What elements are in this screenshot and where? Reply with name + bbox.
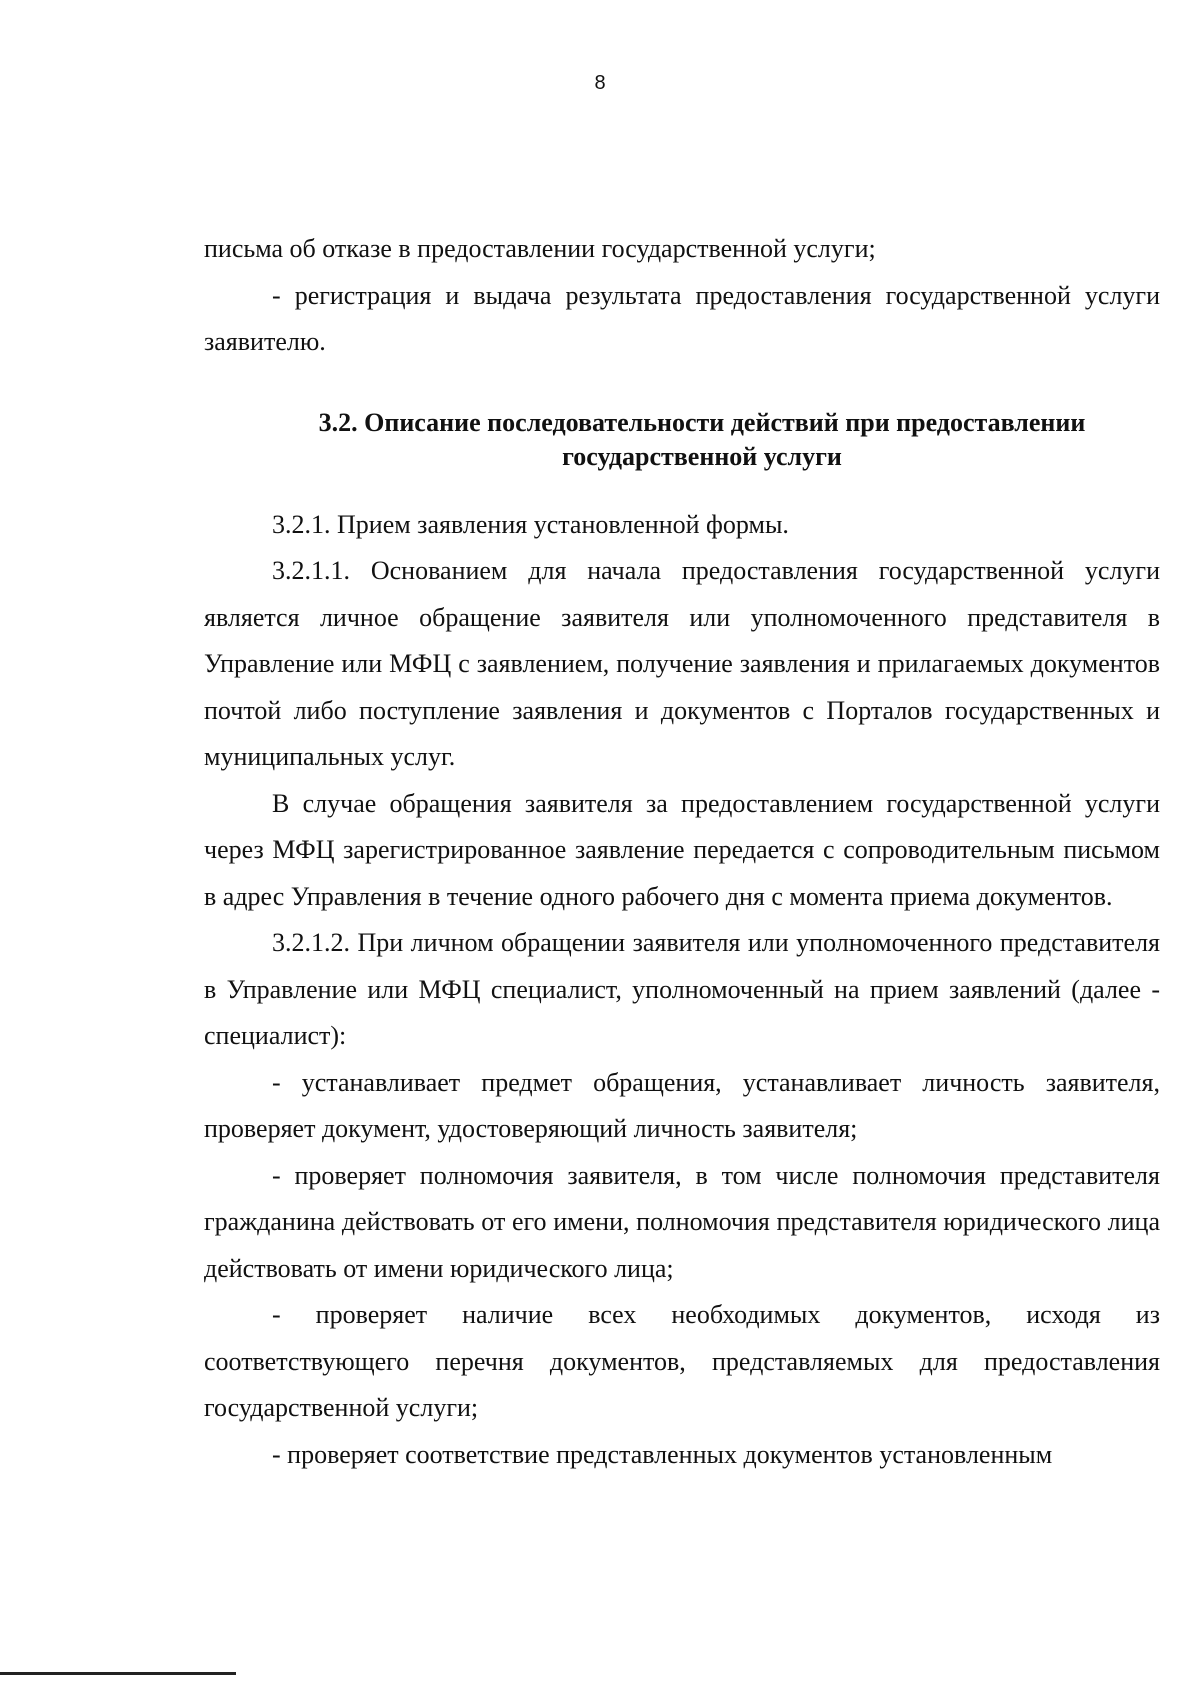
paragraph-3-2-1: 3.2.1. Прием заявления установленной формы.: [272, 509, 789, 539]
list-item-check-conformity: - проверяет соответствие представленных документов установленным: [272, 1439, 1053, 1469]
paragraph-3-2-1-2: 3.2.1.2. При личном обращении заявителя или уполномоченного представителя в Управление или МФЦ специалист, уполномоченный на прием заявлений (далее - специалист):: [204, 928, 1160, 1050]
list-item-check-authority: - проверяет полномочия заявителя, в том числе полномочия представителя гражданина действовать от его имени, полномочия представителя юридического лица действовать от имени юридического лица;: [204, 1160, 1160, 1283]
footnote-rule: [0, 1672, 236, 1675]
section-heading: [204, 406, 1160, 474]
section-heading-line-2: государственной услуги: [562, 441, 842, 471]
list-item-establish-subject: - устанавливает предмет обращения, устанавливает личность заявителя, проверяет документ, удостоверяющий личность заявителя;: [204, 1067, 1160, 1143]
page-number: 8: [594, 72, 606, 94]
paragraph-mfc-case: В случае обращения заявителя за предоставлением государственной услуги через МФЦ зарегистрированное заявление передается с сопроводительным письмом в адрес Управления в течение одного рабочего дня с момента приема документов.: [204, 788, 1160, 911]
paragraph-3-2-1-1: 3.2.1.1. Основанием для начала предоставления государственной услуги является личное обращение заявителя или уполномоченного представителя в Управление или МФЦ с заявлением, получение заявления и прилагаемых документов почтой либо поступление заявления и документов с Порталов государственных и муниципальных услуг.: [204, 556, 1160, 771]
list-item-check-documents: - проверяет наличие всех необходимых документов, исходя из соответствующего перечня документов, представляемых для предоставления государственной услуги;: [204, 1300, 1160, 1422]
paragraph-letter-refusal: письма об отказе в предоставлении государственной услуги;: [204, 234, 876, 263]
document-body: [204, 226, 1160, 1478]
paragraph-registration-result: - регистрация и выдача результата предоставления государственной услуги заявителю.: [204, 280, 1160, 356]
section-heading-line-1: 3.2. Описание последовательности действий при предоставлении: [318, 407, 1086, 437]
